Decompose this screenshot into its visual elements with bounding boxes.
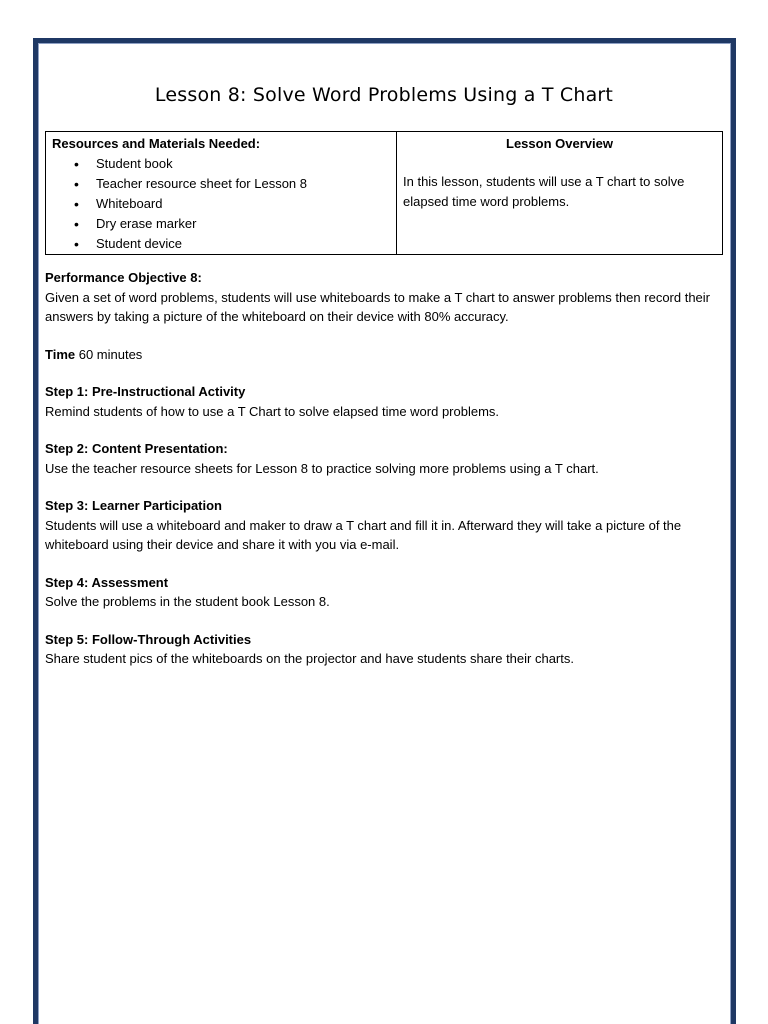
overview-cell (397, 132, 723, 255)
time-value: 60 minutes (75, 346, 143, 362)
step-text: Remind students of how to use a T Chart to solve elapsed time word problems. (45, 403, 500, 419)
resources-cell (46, 132, 397, 255)
overview-text: In this lesson, students will use a T chart to solve elapsed time word problems. (403, 174, 685, 209)
step-heading: Step 3: Learner Participation (45, 498, 222, 513)
objective-heading: Performance Objective 8: (45, 270, 202, 285)
overview-heading: Lesson Overview (506, 136, 613, 151)
resource-item: • Dry erase marker (74, 214, 390, 234)
resource-item: • Whiteboard (74, 194, 390, 214)
step-heading: Step 1: Pre-Instructional Activity (45, 384, 246, 399)
step-heading: Step 4: Assessment (45, 574, 169, 590)
step-2-section (45, 439, 725, 478)
resource-item: • Student device (74, 234, 390, 254)
step-heading: Step 5: Follow-Through Activities (45, 631, 252, 647)
step-4-section (45, 573, 725, 612)
time-label: Time (45, 346, 76, 362)
step-text: Use the teacher resource sheets for Lesson 8 to practice solving more problems using a T chart. (45, 460, 599, 476)
resource-item: • Teacher resource sheet for Lesson 8 (74, 174, 390, 194)
step-text: Solve the problems in the student book Lesson 8. (45, 594, 330, 609)
lesson-body (45, 268, 725, 687)
lesson-title: Lesson 8: Solve Word Problems Using a T Chart (154, 84, 614, 106)
step-heading: Step 2: Content Presentation: (45, 441, 228, 456)
resources-overview-table (45, 131, 723, 255)
objective-section (45, 268, 725, 327)
resources-heading: Resources and Materials Needed: (52, 136, 261, 151)
step-5-section (45, 630, 725, 669)
step-1-section (45, 382, 725, 421)
objective-text: Given a set of word problems, students will use whiteboards to make a T chart to answer problems then record their answers by taking a picture of the whiteboard on their device with 80% accuracy. (45, 289, 711, 324)
step-text: Students will use a whiteboard and maker to draw a T chart and fill it in. Afterward they will take a picture of the whiteboard using their device and share it with you via e-mail. (45, 517, 682, 552)
resources-list (52, 154, 390, 254)
step-3-section (45, 496, 725, 555)
time-section (45, 345, 725, 365)
step-text: Share student pics of the whiteboards on the projector and have students share their charts. (45, 651, 574, 666)
resource-item: • Student book (74, 154, 390, 174)
